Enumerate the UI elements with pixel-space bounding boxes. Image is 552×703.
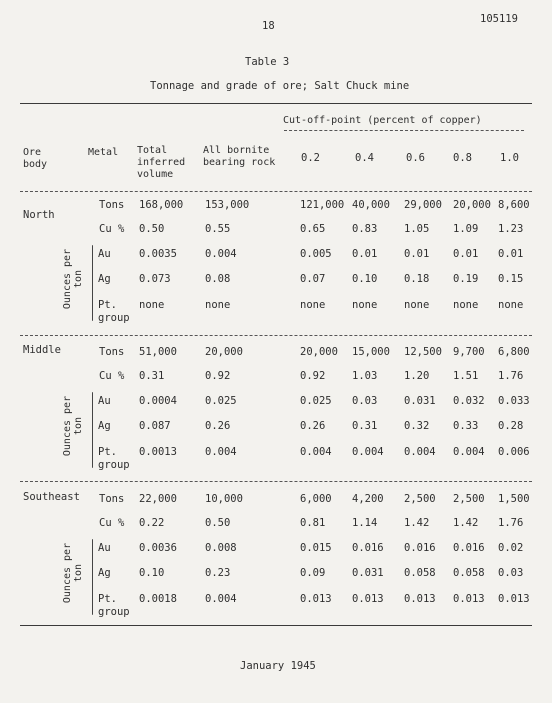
table-cell: 0.025: [300, 395, 332, 407]
table-cell: 121,000: [300, 199, 345, 211]
ounces-per-ton-label: Ounces per ton: [62, 542, 84, 604]
table-cell: 0.0035: [139, 248, 177, 260]
table-cell: 0.22: [139, 517, 165, 529]
table-cell: 22,000: [139, 493, 177, 505]
table-cell: 0.50: [205, 517, 231, 529]
metal-label: Au: [98, 542, 111, 554]
table-cell: 10,000: [205, 493, 243, 505]
metal-label: Au: [98, 248, 111, 260]
table-cell: 153,000: [205, 199, 250, 211]
table-cell: 0.015: [300, 542, 332, 554]
table-cell: 0.19: [453, 273, 479, 285]
table-cell: 1.51: [453, 370, 479, 382]
table-cell: 0.92: [205, 370, 231, 382]
table-cell: 1.76: [498, 517, 524, 529]
table-cell: 0.005: [300, 248, 332, 260]
table-cell: 51,000: [139, 346, 177, 358]
table-cell: 0.65: [300, 223, 326, 235]
table-cell: 0.016: [453, 542, 485, 554]
table-cell: 0.03: [352, 395, 378, 407]
table-cell: 0.50: [139, 223, 165, 235]
table-cell: 1.23: [498, 223, 524, 235]
cutoff-0-4: 0.4: [355, 152, 374, 164]
ounces-per-ton-label: Ounces per ton: [62, 248, 84, 310]
table-cell: 0.03: [498, 567, 524, 579]
table-cell: 0.28: [498, 420, 524, 432]
table-cell: 0.10: [139, 567, 165, 579]
table-cell: 1.76: [498, 370, 524, 382]
table-cell: 0.02: [498, 542, 524, 554]
cutoff-underline: [284, 130, 524, 131]
table-cell: 0.087: [139, 420, 171, 432]
table-cell: 0.016: [404, 542, 436, 554]
table-cell: 0.004: [205, 248, 237, 260]
table-cell: 9,700: [453, 346, 485, 358]
table-cell: 0.0013: [139, 446, 177, 458]
cutoff-1-0: 1.0: [500, 152, 519, 164]
table-cell: 2,500: [404, 493, 436, 505]
ounces-per-ton-label: Ounces per ton: [62, 395, 84, 457]
table-cell: none: [453, 299, 479, 311]
table-cell: 0.26: [205, 420, 231, 432]
table-cell: none: [139, 299, 165, 311]
table-cell: 1.03: [352, 370, 378, 382]
table-cell: 0.33: [453, 420, 479, 432]
table-cell: 1.20: [404, 370, 430, 382]
table-cell: 0.81: [300, 517, 326, 529]
table-cell: 0.15: [498, 273, 524, 285]
table-cell: 1.14: [352, 517, 378, 529]
footer-date: January 1945: [240, 660, 316, 672]
table-cell: 29,000: [404, 199, 442, 211]
table-cell: 0.26: [300, 420, 326, 432]
metal-label: Cu %: [99, 223, 125, 235]
table-cell: 0.004: [453, 446, 485, 458]
table-cell: 0.013: [352, 593, 384, 605]
table-cell: 0.0036: [139, 542, 177, 554]
table-cell: 0.01: [404, 248, 430, 260]
ounces-brace: [92, 539, 93, 615]
table-cell: 20,000: [453, 199, 491, 211]
table-cell: 0.016: [352, 542, 384, 554]
ore-body-name: North: [23, 209, 55, 221]
table-cell: 6,000: [300, 493, 332, 505]
table-cell: 1,500: [498, 493, 530, 505]
table-cell: 4,200: [352, 493, 384, 505]
page-number: 18: [262, 20, 275, 32]
table-cell: 0.92: [300, 370, 326, 382]
metal-label: Tons: [99, 199, 125, 211]
metal-label: Pt. group: [98, 593, 130, 618]
ore-body-name: Southeast: [23, 491, 80, 503]
table-cell: 0.013: [453, 593, 485, 605]
metal-label: Ag: [98, 273, 111, 285]
cutoff-0-8: 0.8: [453, 152, 472, 164]
header-rule: [20, 191, 532, 192]
section-separator: [20, 335, 532, 336]
cutoff-header: Cut-off-point (percent of copper): [283, 115, 482, 126]
section-separator: [20, 481, 532, 482]
table-cell: 0.006: [498, 446, 530, 458]
metal-header: Metal: [88, 147, 119, 158]
ore-body-name: Middle: [23, 344, 61, 356]
table-cell: 0.004: [404, 446, 436, 458]
table-cell: 0.83: [352, 223, 378, 235]
bornite-header: All bornite bearing rock: [203, 145, 276, 168]
bottom-rule: [20, 625, 532, 626]
table-cell: 0.058: [404, 567, 436, 579]
table-cell: 0.031: [352, 567, 384, 579]
table-cell: 0.10: [352, 273, 378, 285]
table-cell: 20,000: [205, 346, 243, 358]
table-cell: 0.01: [352, 248, 378, 260]
table-cell: 0.08: [205, 273, 231, 285]
table-cell: 0.004: [300, 446, 332, 458]
table-cell: 15,000: [352, 346, 390, 358]
metal-label: Pt. group: [98, 299, 130, 324]
metal-label: Ag: [98, 567, 111, 579]
metal-label: Cu %: [99, 370, 125, 382]
cutoff-0-2: 0.2: [301, 152, 320, 164]
table-cell: 1.42: [453, 517, 479, 529]
table-cell: 0.025: [205, 395, 237, 407]
metal-label: Pt. group: [98, 446, 130, 471]
table-cell: 6,800: [498, 346, 530, 358]
table-cell: 0.07: [300, 273, 326, 285]
table-cell: none: [404, 299, 430, 311]
table-cell: 0.013: [498, 593, 530, 605]
metal-label: Ag: [98, 420, 111, 432]
table-cell: 0.004: [352, 446, 384, 458]
table-cell: 0.058: [453, 567, 485, 579]
table-subtitle: Tonnage and grade of ore; Salt Chuck mine: [150, 80, 410, 92]
table-cell: 0.18: [404, 273, 430, 285]
table-cell: 2,500: [453, 493, 485, 505]
table-cell: none: [498, 299, 524, 311]
table-cell: 20,000: [300, 346, 338, 358]
table-cell: 0.004: [205, 593, 237, 605]
table-cell: 0.073: [139, 273, 171, 285]
table-cell: 0.008: [205, 542, 237, 554]
metal-label: Tons: [99, 346, 125, 358]
table-cell: 0.013: [404, 593, 436, 605]
table-cell: 0.01: [453, 248, 479, 260]
table-cell: none: [205, 299, 231, 311]
table-cell: 0.31: [139, 370, 165, 382]
table-cell: 1.42: [404, 517, 430, 529]
metal-label: Tons: [99, 493, 125, 505]
table-cell: 0.032: [453, 395, 485, 407]
table-cell: 168,000: [139, 199, 184, 211]
document-number: 105119: [480, 13, 518, 25]
table-cell: 0.23: [205, 567, 231, 579]
table-cell: 0.004: [205, 446, 237, 458]
table-title: Table 3: [245, 56, 290, 68]
cutoff-0-6: 0.6: [406, 152, 425, 164]
table-cell: 1.05: [404, 223, 430, 235]
table-cell: 0.0004: [139, 395, 177, 407]
table-cell: 0.31: [352, 420, 378, 432]
metal-label: Cu %: [99, 517, 125, 529]
top-rule: [20, 103, 532, 104]
table-cell: 0.55: [205, 223, 231, 235]
ore-body-header: Ore body: [23, 147, 48, 170]
metal-label: Au: [98, 395, 111, 407]
table-cell: none: [300, 299, 326, 311]
table-cell: 0.033: [498, 395, 530, 407]
table-cell: 0.013: [300, 593, 332, 605]
total-volume-header: Total inferred volume: [137, 145, 186, 180]
table-cell: 0.01: [498, 248, 524, 260]
table-cell: 0.32: [404, 420, 430, 432]
table-cell: 8,600: [498, 199, 530, 211]
ounces-brace: [92, 392, 93, 468]
ounces-brace: [92, 245, 93, 321]
table-cell: none: [352, 299, 378, 311]
table-cell: 12,500: [404, 346, 442, 358]
table-cell: 1.09: [453, 223, 479, 235]
table-cell: 0.09: [300, 567, 326, 579]
table-cell: 40,000: [352, 199, 390, 211]
table-cell: 0.031: [404, 395, 436, 407]
table-cell: 0.0018: [139, 593, 177, 605]
